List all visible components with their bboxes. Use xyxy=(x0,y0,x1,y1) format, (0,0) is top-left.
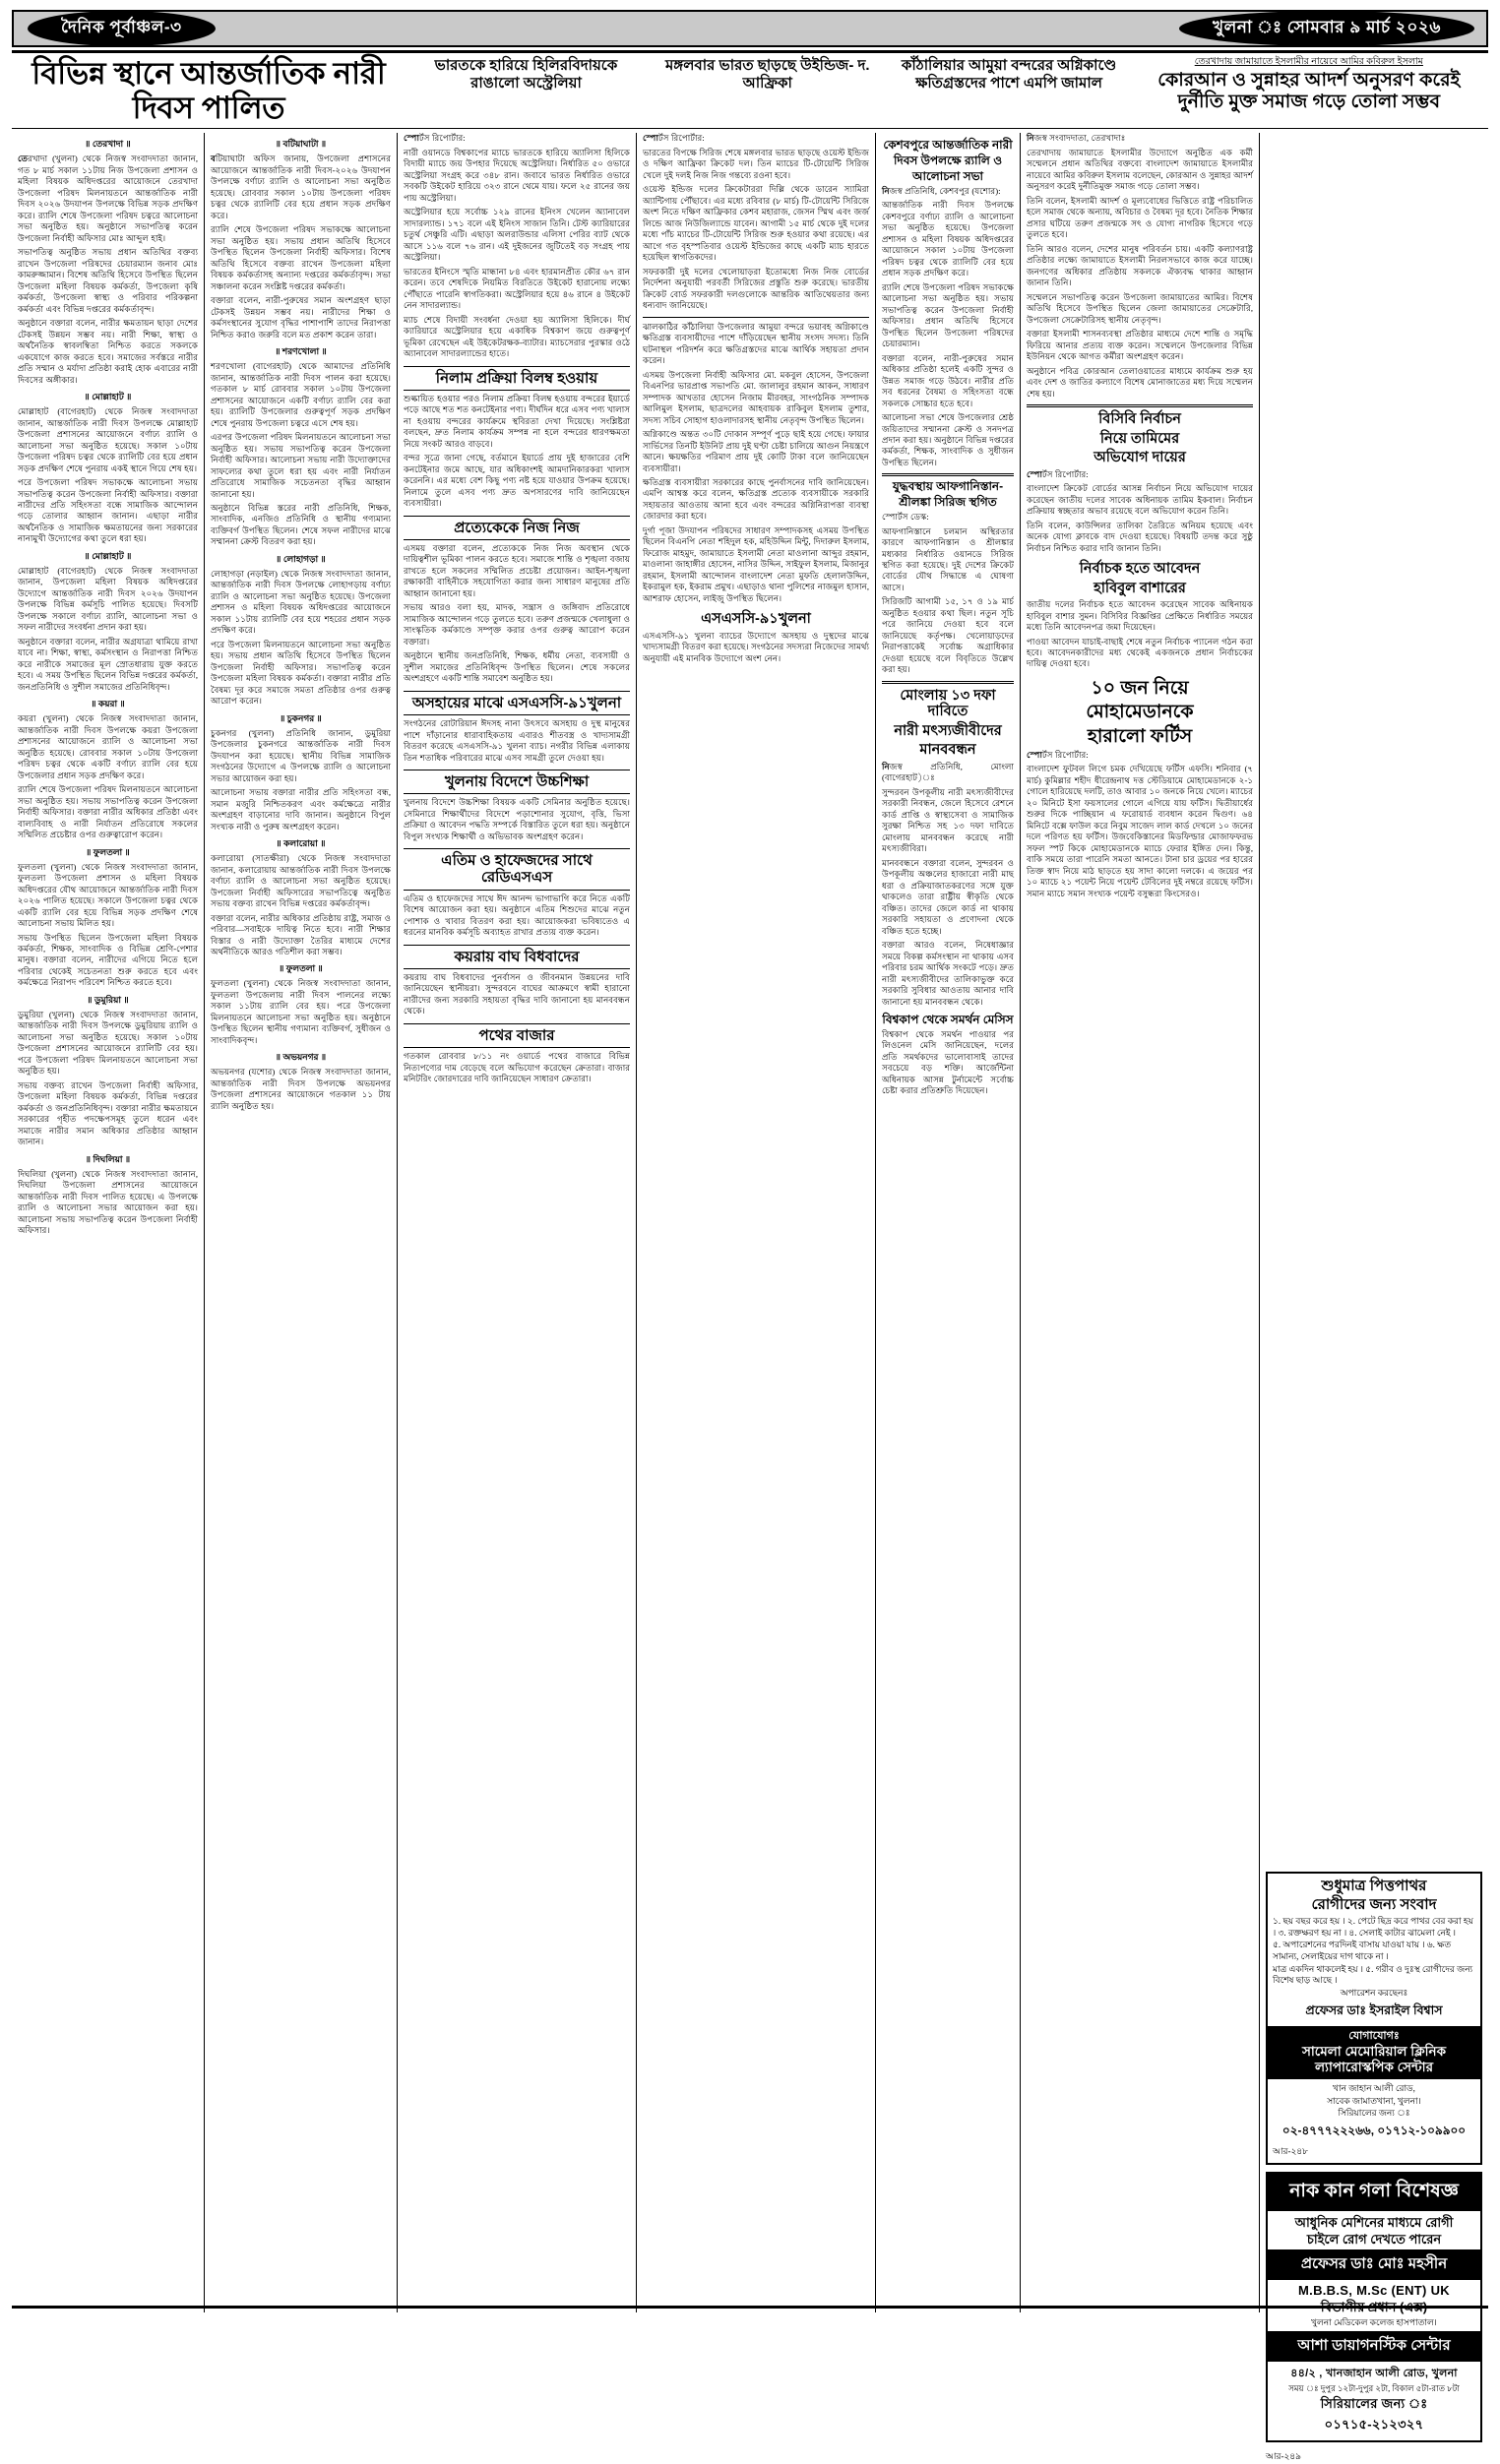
sports2-headline: মঙ্গলবার ভারত ছাড়ছে উইন্ডিজ- দ. আফ্রিকা xyxy=(664,57,870,92)
ad-operation-label: অপারেশন করছেনঃ xyxy=(1340,1988,1408,1999)
page-footer xyxy=(12,2306,1488,2309)
ad-doctor-degree: M.B.B.S, M.Sc (ENT) UK xyxy=(1298,2283,1450,2299)
article-paragraph: স্পোর্টস রিপোর্টার: xyxy=(404,133,466,144)
article-paragraph: সফরকারী দুই দলের খেলোয়াড়রা ইতোমধ্যে নিজ নিজ বোর্ডের নির্দেশনা অনুযায়ী পরবর্তী সিরিজের প্রস্তুতি শুরু করেছে। ভারতীয় ক্রিকেট বোর্ড সফরকারী দলগুলোকে আন্তরিক আতিথেয়তার জন্য ধন্যবাদ জানিয়েছে। xyxy=(643,266,869,311)
ad-visiting-hours: সময় ঃ দুপুর ১২টা-দুপুর ২টা, বিকাল ৫টা-রাত ৮টা xyxy=(1288,2383,1460,2394)
article-paragraph: ম্যাচ শেষে বিদায়ী সংবর্ধনা দেওয়া হয় অ্যালিসা হিলিকে। দীর্ঘ ক্যারিয়ারে অস্ট্রেলিয়ার হয়ে একাধিক বিশ্বকাপ জয়ে গুরুত্বপূর্ণ ভূমিকা রেখেছেন এই উইকেটরক্ষক-ব্যাটার। ম্যাচসেরার পুরস্কার ওঠে অ্যানাবেল সাদারল্যান্ডের হাতে। xyxy=(404,314,630,359)
article-paragraph: ফুলতলা (খুলনা) থেকে নিজস্ব সংবাদদাতা জানান, ফুলতলা উপজেলায় নারী দিবস পালনের লক্ষ্যে সকাল ১১টায় র‌্যালি বের হয়। পরে উপজেলা মিলনায়তনে আলোচনা সভা অনুষ্ঠিত হয়। অনুষ্ঠানে উপস্থিত ছিলেন স্থানীয় গণ্যমান্য ব্যক্তিবর্গ, সুধীজন ও সাংবাদিকবৃন্দ। xyxy=(211,978,391,1045)
ad-clinic-subname: ল্যাপারোস্কপিক সেন্টার xyxy=(1314,2059,1434,2074)
article-paragraph: এসএসসি-৯১ খুলনা ব্যাচের উদ্যোগে অসহায় ও দুস্থদের মাঝে খাদ্যসামগ্রী বিতরণ করা হয়েছে। সংগঠনের সদস্যরা নিজেদের সামর্থ্য অনুযায়ী এই মানবিক উদ্যোগে অংশ নেন। xyxy=(643,630,869,663)
headline-bcb-line1: বিসিবি নির্বাচন xyxy=(1098,411,1181,428)
article-paragraph: বক্তারা বলেন, নারী-পুরুষের সমান অধিকার প্রতিষ্ঠা হলেই একটি সুন্দর ও উন্নত সমাজ গড়ে উঠবে। নারীর প্রতি সব ধরনের বৈষম্য ও সহিংসতা বন্ধে সকলকে সোচ্চার হতে হবে। xyxy=(882,352,1014,408)
article-byline: নিজস্ব প্রতিনিধি, কেশবপুর (যশোর): xyxy=(882,185,1001,196)
ad-doctor-post-line2: খুলনা মেডিকেল কলেজ হাসপাতাল। xyxy=(1311,2316,1437,2327)
article-paragraph: অনুষ্ঠানে পবিত্র কোরআন তেলাওয়াতের মাধ্যমে কার্যক্রম শুরু হয় এবং দেশ ও জাতির কল্যাণে বিশেষ মোনাজাতের মধ্য দিয়ে সম্মেলন শেষ হয়। xyxy=(1027,365,1253,399)
article-paragraph: দুর্গা পূজা উদযাপন পরিষদের সাধারণ সম্পাদকসহ এসময় উপস্থিত ছিলেন বিএনপি নেতা শহিদুল হক, মহিউদ্দিন মিন্টু, দিদারুল ইসলাম, ফিরোজ মাহমুদ, জামায়াতে ইসলামী নেতা মাওলানা আব্দুর রহমান, মাওলানা জাহাঙ্গীর হোসেন, নাসির উদ্দিন, সাইফুল ইসলাম, মিজানুর রহমান, ইসলামী আন্দোলন বাংলাদেশ নেতা মুফতি হেলালউদ্দিন, ইকরামুল হক, ইকরাম প্রমুখ। এছাড়াও থানা পুলিশের নাজমুল হাসান, আশরাফ হোসেন, লাইজু উপস্থিত ছিলেন। xyxy=(643,524,869,603)
right-headline: কোরআন ও সুন্নাহর আদর্শ অনুসরণ করেই দুর্নীতি মুক্ত সমাজ গড়ে তোলা সম্ভব xyxy=(1157,70,1461,112)
dateline: ॥ কয়রা ॥ xyxy=(91,699,125,709)
column-3 xyxy=(398,133,637,2312)
headline-messi: বিশ্বকাপ থেকে সমর্থন মেসিস xyxy=(882,1013,1014,1027)
article-paragraph: কলারোয়া (সাতক্ষীরা) থেকে নিজস্ব সংবাদদাতা জানান, কলারোয়ায় আন্তর্জাতিক নারী দিবস উপলক্ষে বর্ণাঢ্য র‌্যালি ও আলোচনা সভা অনুষ্ঠিত হয়েছে। উপজেলা নির্বাহী অফিসারের সভাপতিত্বে অনুষ্ঠিত সভায় বক্তব্য রাখেন বিভিন্ন দপ্তরের কর্মকর্তাবৃন্দ। xyxy=(211,853,391,909)
column-4 xyxy=(637,133,876,2312)
top-headline-band xyxy=(12,57,1488,125)
ad-subtitle-line2: চাইলে রোগ দেখতে পারেন xyxy=(1306,2231,1442,2247)
ad-banner-ent: নাক কান গলা বিশেষজ্ঞ xyxy=(1268,2174,1480,2211)
column-6 xyxy=(1021,133,1260,2312)
dateline: ॥ কলারোয়া ॥ xyxy=(276,838,326,849)
article-paragraph: কয়রায় বাঘ বিধবাদের পুনর্বাসন ও জীবনমান উন্নয়নের দাবি জানিয়েছেন স্থানীয়রা। সুন্দরবনে বাঘের আক্রমণে স্বামী হারানো নারীদের জন্য সরকারি সহায়তা বৃদ্ধির দাবি জানানো হয় মানববন্ধন থেকে। xyxy=(404,971,630,1016)
ad-center-address: ৪৪/২ , খানজাহান আলী রোড, খুলনা xyxy=(1290,2368,1458,2380)
dateline: ॥ মোল্লাহাট ॥ xyxy=(84,550,132,561)
headline-fortis-line3: হারালো ফর্টিস xyxy=(1087,725,1193,747)
article-paragraph: অনুষ্ঠানে বক্তারা বলেন, নারীর ক্ষমতায়ন ছাড়া দেশের টেকসই উন্নয়ন সম্ভব নয়। নারী শিক্ষা, স্বাস্থ্য ও অর্থনৈতিক স্বাবলম্বিতা নিশ্চিত করতে সকলকে একযোগে কাজ করতে হবে। সমাজের সর্বস্তরে নারীর প্রতি সম্মান ও মর্যাদা প্রতিষ্ঠা করাই হোক এবারের নারী দিবসের অঙ্গীকার। xyxy=(18,318,198,385)
article-paragraph: এতিম ও হাফেজদের সাথে ঈদ আনন্দ ভাগাভাগি করে নিতে একটি বিশেষ আয়োজন করা হয়। অনুষ্ঠানে এতিম শিশুদের মাঝে নতুন পোশাক ও খাবার বিতরণ করা হয়। আয়োজকরা ভবিষ্যতেও এ ধরনের মানবিক কর্মসূচি অব্যাহত রাখার প্রত্যয় ব্যক্ত করেন। xyxy=(404,893,630,938)
article-paragraph: খুলনায় বিদেশে উচ্চশিক্ষা বিষয়ক একটি সেমিনার অনুষ্ঠিত হয়েছে। সেমিনারে শিক্ষার্থীদের বিদেশে পড়াশোনার সুযোগ, বৃত্তি, ভিসা প্রক্রিয়া ও আবেদন পদ্ধতি সম্পর্কে বিস্তারিত তুলে ধরা হয়। অনুষ্ঠানে বিপুল সংখ্যক শিক্ষার্থী ও অভিভাবক অংশগ্রহণ করেন। xyxy=(404,797,630,841)
article-paragraph: ভারতের ইনিংসে স্মৃতি মান্ধানা ৮৪ এবং হারমানপ্রীত কৌর ৬৭ রান করেন। তবে শেষদিকে নিয়মিত বিরতিতে উইকেট হারানোয় লক্ষ্যে পৌঁছাতে পারেনি স্বাগতিকরা। অস্ট্রেলিয়ার হয়ে ৪৬ রানে ৪ উইকেট নেন সাদারল্যান্ড। xyxy=(404,266,630,311)
column-2 xyxy=(205,133,398,2312)
article-paragraph: মোল্লাহাট (বাগেরহাট) থেকে নিজস্ব সংবাদদাতা জানান, আন্তর্জাতিক নারী দিবস উপলক্ষে মোল্লাহাট উপজেলা প্রশাসনের আয়োজনে বর্ণাঢ্য র‌্যালি ও আলোচনা সভা অনুষ্ঠিত হয়েছে। সকাল ১০টায় উপজেলা পরিষদ চত্বর থেকে র‌্যালিটি বের হয়ে প্রধান সড়ক প্রদক্ষিণ শেষে পুনরায় একই স্থানে গিয়ে শেষ হয়। xyxy=(18,406,198,473)
article-byline: নিজস্ব প্রতিনিধি, মোংলা (বাগেরহাট)ঃ xyxy=(882,761,1014,783)
article-paragraph: আলোচনা সভা শেষে উপজেলার শ্রেষ্ঠ জয়িতাদের সম্মাননা ক্রেস্ট ও সনদপত্র প্রদান করা হয়। অনুষ্ঠানে বিভিন্ন দপ্তরের কর্মকর্তা, শিক্ষক, সাংবাদিক ও সুধীজন উপস্থিত ছিলেন। xyxy=(882,412,1014,467)
article-paragraph: জাতীয় দলের নির্বাচক হতে আবেদন করেছেন সাবেক অধিনায়ক হাবিবুল বাশার সুমন। বিসিবির বিজ্ঞপ্তির প্রেক্ষিতে নির্ধারিত সময়ের মধ্যে তিনি আবেদনপত্র জমা দিয়েছেন। xyxy=(1027,599,1253,633)
headline-bcb-line2: নিয়ে তামিমের xyxy=(1099,430,1180,447)
dateline: ॥ দিঘলিয়া ॥ xyxy=(85,1153,131,1164)
section-divider xyxy=(882,681,1014,684)
article-paragraph: সভায় বক্তব্য রাখেন উপজেলা নির্বাহী অফিসার, উপজেলা মহিলা বিষয়ক কর্মকর্তা, বিভিন্ন দপ্তরের কর্মকর্তা ও জনপ্রতিনিধিবৃন্দ। বক্তারা নারীর ক্ষমতায়নে সরকারের গৃহীত পদক্ষেপসমূহ তুলে ধরেন এবং সমাজে নারীর সমান অধিকার প্রতিষ্ঠার আহ্বান জানান। xyxy=(18,1079,198,1147)
article-paragraph: তিনি বলেন, কাউন্সিলর তালিকা তৈরিতে অনিয়ম হয়েছে এবং অনেক যোগ্য ক্লাবকে বাদ দেওয়া হয়েছে। বিষয়টি তদন্ত করে সুষ্ঠু নির্বাচন নিশ্চিত করার দাবি জানান তিনি। xyxy=(1027,520,1253,553)
column-7-ads xyxy=(1260,133,1488,2461)
ad-body-line: ৫. অপারেশনের পরদিনই বাসায় যাওয়া যায় । ৬. ক্ষত সামান্য, সেলাইয়ের দাগ থাকে না । xyxy=(1273,1940,1452,1961)
article-paragraph: লোহাগড়া (নড়াইল) থেকে নিজস্ব সংবাদদাতা জানান, আন্তর্জাতিক নারী দিবস উপলক্ষে লোহাগড়ায় বর্ণাঢ্য র‌্যালি ও আলোচনা সভা অনুষ্ঠিত হয়েছে। উপজেলা প্রশাসন ও মহিলা বিষয়ক অধিদপ্তরের আয়োজনে সকাল ১১টায় র‌্যালিটি বের হয়ে শহরের প্রধান সড়ক প্রদক্ষিণ করে। xyxy=(211,568,391,636)
article-paragraph: সভায় আরও বলা হয়, মাদক, সন্ত্রাস ও জঙ্গিবাদ প্রতিরোধে সামাজিক আন্দোলন গড়ে তুলতে হবে। তরুণ প্রজন্মকে খেলাধুলা ও সাংস্কৃতিক কর্মকাণ্ডে সম্পৃক্ত করার ওপর গুরুত্ব আরোপ করেন বক্তারা। xyxy=(404,602,630,647)
dateline: ॥ ডুমুরিয়া ॥ xyxy=(87,994,129,1005)
masthead xyxy=(12,10,1488,47)
article-paragraph: বক্তারা বলেন, নারীর অধিকার প্রতিষ্ঠায় রাষ্ট্র, সমাজ ও পরিবার—সবাইকে দায়িত্ব নিতে হবে। নারী শিক্ষার বিস্তার ও নারী উদ্যোক্তা তৈরির মাধ্যমে দেশের অর্থনীতিকে আরও গতিশীল করা সম্ভব। xyxy=(211,912,391,956)
section-headline-relief: অসহায়ের মাঝে এসএসসি-৯১খুলনা xyxy=(404,691,630,715)
article-paragraph: অস্ট্রেলিয়ার হয়ে সর্বোচ্চ ১২৯ রানের ইনিংস খেলেন অ্যানাবেল সাদারল্যান্ড। ১৭১ বলে এই ইনিংস সাজান তিনি। টেস্ট ক্যারিয়ারের চতুর্থ সেঞ্চুরি এটি। এছাড়া অলরাউন্ডার এলিসা পেরির ব্যাট থেকে আসে ১১৬ বলে ৭৬ রান। এই দুইজনের জুটিতেই বড় সংগ্রহ পায় অস্ট্রেলিয়া। xyxy=(404,207,630,263)
article-paragraph: তিনি বলেন, ইসলামী আদর্শ ও মূল্যবোধের ভিত্তিতে রাষ্ট্র পরিচালিত হলে সমাজ থেকে অন্যায়, অবিচার ও বৈষম্য দূর হবে। নৈতিক শিক্ষার প্রসার ঘটিয়ে তরুণ প্রজন্মকে সৎ ও যোগ্য নাগরিক হিসেবে গড়ে তুলতে হবে। xyxy=(1027,195,1253,240)
article-paragraph: তেরখাদায় জামায়াতে ইসলামীর উদ্যোগে অনুষ্ঠিত এক কর্মী সম্মেলনে প্রধান অতিথির বক্তব্যে বাংলাদেশ জামায়াতে ইসলামীর নায়েবে আমির কবিরুল ইসলাম বলেছেন, কোরআন ও সুন্নাহর আদর্শ অনুসরণ করেই দুর্নীতিমুক্ত সমাজ গড়ে তোলা সম্ভব। xyxy=(1027,147,1253,192)
section-divider xyxy=(882,473,1014,476)
section-divider xyxy=(1027,404,1253,407)
headline-fortis-line1: ১০ জন নিয়ে xyxy=(1091,677,1189,699)
dateline: ॥ বটিয়াঘাটা ॥ xyxy=(275,139,327,150)
article-paragraph: পাওয়া আবেদন যাচাই-বাছাই শেষে নতুন নির্বাচক প্যানেল গঠন করা হবে। আবেদনকারীদের মধ্য থেকেই একজনকে প্রধান নির্বাচকের দায়িত্ব দেওয়া হবে। xyxy=(1027,636,1253,669)
article-paragraph: কয়রা (খুলনা) থেকে নিজস্ব সংবাদদাতা জানান, আন্তর্জাতিক নারী দিবস উপলক্ষে কয়রা উপজেলা প্রশাসনের আয়োজনে র‌্যালি ও আলোচনা সভা অনুষ্ঠিত হয়েছে। রোববার সকাল ১০টায় উপজেলা পরিষদ চত্বর থেকে একটি বর্ণাঢ্য র‌্যালি বের হয়ে উপজেলার প্রধান সড়ক প্রদক্ষিণ করে। xyxy=(18,713,198,780)
article-paragraph: এসময় উপজেলা নির্বাহী অফিসার মো. মকবুল হোসেন, উপজেলা বিএনপির ভারপ্রাপ্ত সভাপতি মো. জালালুর রহমান আকন, সাধারণ সম্পাদক আখতার হোসেন নিজাম মীরবহর, সাংগঠনিক সম্পাদক আলিমুল ইসলাম, ছাত্রদলের আহবায়ক রাকিবুল ইসলাম তুশার, সদস্য সচিব সোহাগ হাওলাদারসহ স্থানীয় নেতৃবৃন্দ উপস্থিত ছিলেন। xyxy=(643,369,869,425)
article-paragraph: বন্দর সূত্রে জানা গেছে, বর্তমানে ইয়ার্ডে প্রায় দুই হাজারের বেশি কনটেইনার জমে আছে, যার অধিকাংশই আমদানিকারকরা খালাস করেননি। এর মধ্যে বেশ কিছু পণ্য নষ্ট হয়ে যাওয়ার উপক্রম হয়েছে। নিলামে তুলে এসব পণ্য দ্রুত অপসারণের দাবি জানিয়েছেন ব্যবসায়ীরা। xyxy=(404,453,630,509)
article-paragraph: আলোচনা সভায় বক্তারা নারীর প্রতি সহিংসতা বন্ধ, সমান মজুরি নিশ্চিতকরণ এবং কর্মক্ষেত্রে নারীর অংশগ্রহণ বাড়ানোর দাবি জানান। অনুষ্ঠানে বিপুল সংখ্যক নারী ও পুরুষ অংশগ্রহণ করেন। xyxy=(211,787,391,832)
headline-bcb-line3: অভিযোগ দায়ের xyxy=(1094,450,1186,466)
article-paragraph: তিনি আরও বলেন, দেশের মানুষ পরিবর্তন চায়। একটি কল্যাণরাষ্ট্র প্রতিষ্ঠার লক্ষ্যে জামায়াতে ইসলামী নিরলসভাবে কাজ করে যাচ্ছে। জনগণের অধিকার প্রতিষ্ঠায় সকলকে ঐক্যবদ্ধ থাকার আহ্বান জানান তিনি। xyxy=(1027,243,1253,288)
article-paragraph: অনুষ্ঠানে স্থানীয় জনপ্রতিনিধি, শিক্ষক, ধর্মীয় নেতা, ব্যবসায়ী ও সুশীল সমাজের প্রতিনিধিবৃন্দ উপস্থিত ছিলেন। শেষে সকলের অংশগ্রহণে একটি শান্তি সমাবেশ অনুষ্ঠিত হয়। xyxy=(404,650,630,684)
ad-serial-phone[interactable]: সিরিয়ালের জন্য ঃ ০১৭১৫-২১২৩২৭ xyxy=(1320,2395,1428,2432)
article-paragraph: মানববন্ধনে বক্তারা বলেন, সুন্দরবন ও উপকূলীয় অঞ্চলের হাজারো নারী মাছ ধরা ও প্রক্রিয়াজাতকরণের সঙ্গে যুক্ত থাকলেও তারা রাষ্ট্রীয় স্বীকৃতি থেকে বঞ্চিত। তাদের জেলে কার্ড না থাকায় সরকারি সহায়তা ও প্রণোদনা থেকে বঞ্চিত হতে হচ্ছে। xyxy=(882,857,1014,936)
masthead-publication-badge: দৈনিক পূর্বাঞ্চল-৩ xyxy=(28,11,216,46)
column-5 xyxy=(876,133,1021,2312)
article-paragraph: র‌্যালি শেষে উপজেলা পরিষদ মিলনায়তনে আলোচনা সভা অনুষ্ঠিত হয়। সভায় সভাপতিত্ব করেন উপজেলা নির্বাহী অফিসার। বক্তারা নারীর অধিকার প্রতিষ্ঠা এবং বাল্যবিবাহ ও নারী নির্যাতন প্রতিরোধে সকলের সম্মিলিত প্রচেষ্টার ওপর গুরুত্বারোপ করেন। xyxy=(18,784,198,840)
article-paragraph: বটিয়াঘাটা অফিস জানায়, উপজেলা প্রশাসনের আয়োজনে আন্তর্জাতিক নারী দিবস-২০২৬ উদযাপন উপলক্ষে বর্ণাঢ্য র‌্যালি ও আলোচনা সভা অনুষ্ঠিত হয়েছে। রোববার সকাল ১০টায় উপজেলা পরিষদ চত্বর থেকে র‌্যালিটি বের হয়ে প্রধান সড়ক প্রদক্ষিণ করে। xyxy=(211,154,391,220)
ad-title-line1: শুধুমাত্র পিত্তপাথর xyxy=(1321,1878,1427,1895)
headline-keshabpur-line3: আলোচনা সভা xyxy=(911,169,984,184)
article-paragraph: সম্মেলনে সভাপতিত্ব করেন উপজেলা জামায়াতের আমির। বিশেষ অতিথি হিসেবে উপস্থিত ছিলেন জেলা জামায়াতের সেক্রেটারি, উপজেলা সেক্রেটারিসহ স্থানীয় নেতৃবৃন্দ। xyxy=(1027,291,1253,325)
ad-doctor-post-line1: বিভাগীয় প্রধান (এক্স) xyxy=(1320,2300,1428,2315)
ad-center-name: আশা ডায়াগনস্টিক সেন্টার xyxy=(1268,2331,1480,2362)
headline-keshabpur-line2: দিবস উপলক্ষে র‌্যালি ও xyxy=(893,154,1003,168)
dateline: ॥ শরণখোলা ॥ xyxy=(275,346,327,357)
article-paragraph: ডুমুরিয়া (খুলনা) থেকে নিজস্ব সংবাদদাতা জানান, আন্তর্জাতিক নারী দিবস উপলক্ষে ডুমুরিয়ায় র‌্যালি ও আলোচনা সভা অনুষ্ঠিত হয়েছে। সকাল ১০টায় উপজেলা প্রশাসনের আয়োজনে র‌্যালিটি বের হয়। পরে উপজেলা পরিষদ মিলনায়তনে আলোচনা সভা অনুষ্ঠিত হয়। xyxy=(18,1009,198,1077)
right-headline-kicker: তেরখাদায় জামায়াতে ইসলামীর নায়েবে আমির কবিরুল ইসলাম xyxy=(1194,57,1423,67)
article-paragraph: সংগঠনের রোটারিয়ান ঈদসহ নানা উৎসবে অসহায় ও দুস্থ মানুষের পাশে দাঁড়ানোর ধারাবাহিকতায় এবারও শীতবস্ত্র ও খাদ্যসামগ্রী বিতরণ করেছে এসএসসি-৯১ খুলনা ব্যাচ। নগরীর বিভিন্ন এলাকায় তিন শতাধিক পরিবারের মাঝে এসব সামগ্রী তুলে দেওয়া হয়। xyxy=(404,718,630,763)
article-paragraph: বিশ্বকাপ থেকে সমর্থন পাওয়ার পর লিওনেল মেসি জানিয়েছেন, দলের প্রতি সমর্থকদের ভালোবাসাই তাদের সবচেয়ে বড় শক্তি। আর্জেন্টিনা অধিনায়ক আসন্ন টুর্নামেন্টে সর্বোচ্চ চেষ্টা করার প্রতিশ্রুতি দিয়েছেন। xyxy=(882,1028,1014,1096)
article-paragraph: সভায় উপস্থিত ছিলেন উপজেলা মহিলা বিষয়ক কর্মকর্তা, শিক্ষক, সাংবাদিক ও বিভিন্ন শ্রেণি-পেশার মানুষ। বক্তারা বলেন, নারীদের এগিয়ে নিতে হলে পরিবার থেকেই সচেতনতা শুরু করতে হবে এবং কর্মক্ষেত্রে নিরাপদ পরিবেশ নিশ্চিত করতে হবে। xyxy=(18,932,198,988)
article-paragraph: সভাপতিত্ব অনুষ্ঠিত সভায় প্রধান অতিথির বক্তব্য রাখেন উপজেলা পরিষদের চেয়ারম্যান জনাব মোঃ কামরুজ্জামান। বিশেষ অতিথি হিসেবে উপস্থিত ছিলেন উপজেলা মহিলা বিষয়ক কর্মকর্তা, উপজেলা কৃষি কর্মকর্তা, উপজেলা স্বাস্থ্য ও পরিবার পরিকল্পনা কর্মকর্তা এবং বিভিন্ন দপ্তরের কর্মকর্তাবৃন্দ। xyxy=(18,247,198,314)
band-rule xyxy=(12,128,1488,129)
right-headline-cell xyxy=(1130,57,1488,112)
article-paragraph: বক্তারা বলেন, নারী-পুরুষের সমান অংশগ্রহণ ছাড়া টেকসই উন্নয়ন সম্ভব নয়। নারীদের শিক্ষা ও কর্মসংস্থানের সুযোগ বৃদ্ধির পাশাপাশি তাদের নিরাপত্তা নিশ্চিত করাও জরুরি বলে মত প্রকাশ করেন তারা। xyxy=(211,295,391,339)
ad-body-line: ১. ছয় বছর করে হয় । ২. পেটে ছিদ্র করে পাথর বের করা হয় । ৩. রক্তক্ষরণ হয় না । ৪. সেলাই কাটার ঝামেলা নেই । xyxy=(1273,1915,1473,1938)
article-paragraph: র‌্যালি শেষে উপজেলা পরিষদ সভাকক্ষে আলোচনা সভা অনুষ্ঠিত হয়। সভায় প্রধান অতিথি হিসেবে উপস্থিত ছিলেন উপজেলা নির্বাহী অফিসার। বিশেষ অতিথি হিসেবে বক্তব্য রাখেন উপজেলা মহিলা বিষয়ক কর্মকর্তাসহ অন্যান্য দপ্তরের কর্মকর্তাবৃন্দ। সভা সঞ্চালনা করেন সংশ্লিষ্ট দপ্তরের কর্মকর্তা। xyxy=(211,224,391,291)
section-headline-street-market: পথের বাজার xyxy=(404,1023,630,1048)
article-paragraph: চুকনগর (খুলনা) প্রতিনিধি জানান, ডুমুরিয়া উপজেলার চুকনগরে আন্তর্জাতিক নারী দিবস উদযাপন করা হয়েছে। স্থানীয় বিভিন্ন সামাজিক সংগঠনের উদ্যোগে এ উপলক্ষে র‌্যালি ও আলোচনা সভার আয়োজন করা হয়। xyxy=(211,727,391,783)
article-paragraph: অগ্নিকাণ্ডে অন্তত ৩০টি দোকান সম্পূর্ণ পুড়ে ছাই হয়ে গেছে। ফায়ার সার্ভিসের তিনটি ইউনিট প্রায় দুই ঘণ্টা চেষ্টা চালিয়ে আগুন নিয়ন্ত্রণে আনে। ক্ষয়ক্ষতির পরিমাণ প্রায় দুই কোটি টাকা বলে জানিয়েছেন ব্যবসায়ীরা। xyxy=(643,429,869,473)
article-paragraph: তেরখাদা (খুলনা) থেকে নিজস্ব সংবাদদাতা জানান, গত ৮ মার্চ সকাল ১১টায় নিজ উপজেলা প্রশাসন ও মহিলা বিষয়ক অধিদপ্তরের আয়োজনে তেরখাদা উপজেলা পরিষদ মিলনায়তনে আন্তর্জাতিক নারী দিবস ২০২৬ উদযাপন উপলক্ষে বিভিন্ন সড়ক প্রদক্ষিণ করে। র‌্যালি শেষে উপজেলা পরিষদ চত্বরে আলোচনা সভা অনুষ্ঠিত হয়। অনুষ্ঠানে সভাপতিত্ব করেন উপজেলা নির্বাহী অফিসার মোঃ আব্দুল হাই। xyxy=(18,154,198,243)
ad-address-line: খান জাহান আলী রোড, xyxy=(1333,2082,1415,2093)
ad-clinic-name: সামেলা মেমোরিয়াল ক্লিনিক xyxy=(1301,2043,1447,2059)
article-paragraph: অনুষ্ঠানে বিভিন্ন স্তরের নারী প্রতিনিধি, শিক্ষক, সাংবাদিক, এনজিও প্রতিনিধি ও স্থানীয় গণ্যমান্য ব্যক্তিবর্গ উপস্থিত ছিলেন। শেষে সফল নারীদের মাঝে সম্মাননা ক্রেস্ট বিতরণ করা হয়। xyxy=(211,503,391,547)
section-divider xyxy=(643,317,869,318)
headline-mongla-line1: মোংলায় ১৩ দফা দাবিতে xyxy=(900,687,996,720)
article-paragraph: নারী ওয়ানডে বিশ্বকাপের ম্যাচে ভারতকে হারিয়ে অ্যালিসা হিলিকে বিদায়ী ম্যাচে জয় উপহার দিয়েছে অস্ট্রেলিয়া। নির্ধারিত ৫০ ওভারে অস্ট্রেলিয়া সংগ্রহ করে ৩৪৮ রান। জবাবে ভারত নির্ধারিত ওভারে সবকটি উইকেট হারিয়ে ৩২৩ রানে থেমে যায়। ফলে ২৫ রানের জয় পায় অস্ট্রেলিয়া। xyxy=(404,147,630,203)
headline-selector-line2: হাবিবুল বাশারের xyxy=(1094,580,1186,596)
ad-doctor-name-band: প্রফেসর ডাঃ মোঃ মহসীন xyxy=(1268,2249,1480,2280)
fire-headline-cell xyxy=(888,57,1129,92)
ad-column-spacer xyxy=(1266,133,1482,1865)
headline-afg-sl-line2: শ্রীলঙ্কা সিরিজ স্থগিত xyxy=(899,495,997,510)
article-byline: স্পোর্টস ডেস্ক: xyxy=(882,512,929,523)
article-paragraph: পরে উপজেলা মিলনায়তনে আলোচনা সভা অনুষ্ঠিত হয়। সভায় প্রধান অতিথি হিসেবে উপস্থিত ছিলেন উপজেলা নির্বাহী অফিসার। সভাপতিত্ব করেন উপজেলা মহিলা বিষয়ক কর্মকর্তা। বক্তারা নারীর প্রতি বৈষম্য দূর করে সমাজে সমতা প্রতিষ্ঠার ওপর গুরুত্ব আরোপ করেন। xyxy=(211,639,391,707)
article-byline: স্পোর্টস রিপোর্টার: xyxy=(1027,749,1089,760)
column-1 xyxy=(12,133,205,2312)
dateline: ॥ তেরখাদা ॥ xyxy=(85,139,131,150)
article-paragraph: শুল্কায়িত হওয়ার পরও নিলাম প্রক্রিয়া বিলম্ব হওয়ায় বন্দরের ইয়ার্ডে পড়ে আছে শত শত কনটেইনার পণ্য। দীর্ঘদিন ধরে এসব পণ্য খালাস না হওয়ায় বন্দরের কার্যক্রমে স্থবিরতা দেখা দিয়েছে। সংশ্লিষ্টরা বলছেন, দ্রুত নিলাম কার্যক্রম সম্পন্ন না হলে বন্দরের ধারণক্ষমতা নিয়ে সংকট আরও বাড়বে। xyxy=(404,393,630,449)
headline-afg-sl-line1: যুদ্ধবস্থায় আফগানিস্তান- xyxy=(892,479,1004,494)
fire-headline: কাঁঠালিয়ার আমুয়া বন্দরের অগ্নিকাণ্ডে ক্ষতিগ্রস্তদের পাশে এমপি জামাল xyxy=(901,57,1117,92)
lead-headline: বিভিন্ন স্থানে আন্তর্জাতিক নারী দিবস পালিত xyxy=(31,56,386,125)
footer-rule xyxy=(12,2306,1488,2309)
article-byline: স্পোর্টস রিপোর্টার: xyxy=(1027,468,1089,479)
ad-contact-label: যোগাযোগঃ xyxy=(1348,2029,1400,2042)
ad-doctor-name: প্রফেসর ডাঃ ইসরাইল বিশ্বাস xyxy=(1305,2002,1443,2017)
article-paragraph: এসময় বক্তারা বলেন, প্রত্যেককে নিজ নিজ অবস্থান থেকে দায়িত্বশীল ভূমিকা পালন করতে হবে। সমাজে শান্তি ও শৃঙ্খলা বজায় রাখতে হলে সকলের সম্মিলিত প্রচেষ্টা প্রয়োজন। আইন-শৃঙ্খলা রক্ষাকারী বাহিনীকে সহযোগিতা করার জন্য সাধারণ মানুষের প্রতি আহ্বান জানানো হয়। xyxy=(404,542,630,598)
section-headline-higher-education: খুলনায় বিদেশে উচ্চশিক্ষা xyxy=(404,770,630,794)
article-paragraph: দিঘলিয়া (খুলনা) থেকে নিজস্ব সংবাদদাতা জানান, দিঘলিয়া উপজেলা প্রশাসনের আয়োজনে আন্তর্জাতিক নারী দিবস পালিত হয়েছে। এ উপলক্ষে র‌্যালি ও আলোচনা সভার আয়োজন করা হয়। আলোচনা সভায় সভাপতিত্ব করেন উপজেলা নির্বাহী অফিসার। xyxy=(18,1168,198,1236)
section-headline-orphans: এতিম ও হাফেজদের সাথে রেডিএসএস xyxy=(404,848,630,891)
article-paragraph: মোল্লাহাট (বাগেরহাট) থেকে নিজস্ব সংবাদদাতা জানান, উপজেলা মহিলা বিষয়ক অধিদপ্তরের উদ্যোগে আন্তর্জাতিক নারী দিবস ২০২৬ উদযাপন উপলক্ষে বিভিন্ন কর্মসূচি পালিত হয়েছে। দিবসটি উপলক্ষে সকালে বর্ণাঢ্য র‌্যালি, আলোচনা সভা ও সফল নারীদের সংবর্ধনা প্রদান করা হয়। xyxy=(18,565,198,633)
ad-serial-label: সিরিয়ালের জন্য ঃ xyxy=(1338,2108,1410,2119)
section-headline-ssc91: এসএসসি-৯১খুলনা xyxy=(701,611,811,628)
dateline: ॥ ফুলতলা ॥ xyxy=(279,963,323,974)
article-paragraph: বাংলাদেশ ফুটবল লিগে চমক দেখিয়েছে ফর্টিস এফসি। শনিবার (৭ মার্চ) কুমিল্লার শহীদ ধীরেন্দ্রনাথ দত্ত স্টেডিয়ামে মোহামেডানকে ২-১ গোলে হারিয়েছে দলটি, তাও আবার ১০ জনকে নিয়ে খেলে। ম্যাচের ২০ মিনিটে ইসা ফয়সালের গোলে এগিয়ে যায় ফর্টিস। দ্বিতীয়ার্ধের শুরুর দিকে পাচ্ছিয়ান এ ফরোয়ার্ড ব্যবধান করেন দ্বিগুণ। ৬৪ মিনিটে বক্সে ফাউল করে নিবুম সাজেদ লাল কার্ড দেখলে ১০ জনের দলে পরিণত হয় ফর্টিস। উজবেকিস্তানের মিডফিল্ডার মোজাফফরভ সফল স্পট কিকে মোহামেডানকে ম্যাচে ফেরার ইঙ্গিত দেন। কিন্তু, বাকি সময়ে তারা পারেনি সমতা আনতে। টানা চার ড্রয়ের পর হারের তিক্ত স্বাদ নিয়ে মাঠ ছাড়তে হয় সাদা কালো দলকে। এ জয়ের পর ১০ ম্যাচে ২১ পয়েন্ট নিয়ে পয়েন্ট টেবিলের দুই নম্বরে রয়েছে ফর্টিস। সমান ম্যাচে সমান সংখ্যক পয়েন্ট বসুন্ধরা কিংসেরও। xyxy=(1027,764,1253,898)
ad-body-line: মাত্র একদিন থাকলেই হয় । ৫. গরীব ও দুঃস্থ রোগীদের জন্য বিশেষ ছাড় আছে । xyxy=(1273,1963,1473,1986)
article-paragraph: ওয়েস্ট ইন্ডিজ দলের ক্রিকেটাররা দিল্লি থেকে ডারেন স্যামিরা অ্যান্টিগায় পৌঁছাবে। এর মধ্যে রবিবার (৮ মার্চ) টি-টোয়েন্টি সিরিজে অংশ নিতে দক্ষিণ আফ্রিকার কেশব মহারাজ, জেসন স্মিথ এবং জর্জ লিন্ডে আজ নিউজিল্যান্ডে যাবেন। আগামী ১৫ মার্চ থেকে দুই দলের মধ্যে পাঁচ ম্যাচের টি-টোয়েন্টি সিরিজ শুরু হওয়ার কথা রয়েছে। এর আগে গত বৃহস্পতিবার ওয়েস্ট ইন্ডিজের কাছে একটি ম্যাচ হারতে হয়েছিল স্বাগতিকদের। xyxy=(643,184,869,263)
dateline: ॥ চুকনগর ॥ xyxy=(280,712,322,723)
article-paragraph: ঝালকাঠির কাঁঠালিয়া উপজেলার আমুয়া বন্দরে ভয়াবহ অগ্নিকাণ্ডে ক্ষতিগ্রস্ত ব্যবসায়ীদের পাশে দাঁড়িয়েছেন স্থানীয় সংসদ সদস্য। তিনি ঘটনাস্থল পরিদর্শন করে ক্ষতিগ্রস্তদের মাঝে আর্থিক সহায়তা প্রদান করেন। xyxy=(643,321,869,366)
headline-keshabpur-line1: কেশবপুরে আন্তর্জাতিক নারী xyxy=(883,138,1013,153)
article-paragraph: অভয়নগর (যশোর) থেকে নিজস্ব সংবাদদাতা জানান, আন্তর্জাতিক নারী দিবস উপলক্ষে অভয়নগর উপজেলা প্রশাসনের আয়োজনে গতকাল ১১ টায় র‌্যালি অনুষ্ঠিত হয়। xyxy=(211,1067,391,1111)
article-paragraph: আফগানিস্তানে চলমান অস্থিরতার কারণে আফগানিস্তান ও শ্রীলঙ্কার মধ্যকার নির্ধারিত ওয়ানডে সিরিজ স্থগিত করা হয়েছে। দুই দেশের ক্রিকেট বোর্ডের যৌথ সিদ্ধান্তে এ ঘোষণা আসে। xyxy=(882,525,1014,592)
dateline: ॥ অভয়নগর ॥ xyxy=(275,1052,327,1063)
section-headline-tiger-widows: কয়রায় বাঘ বিধবাদের xyxy=(404,945,630,969)
dateline: ॥ ফুলতলা ॥ xyxy=(86,846,130,857)
sports2-headline-cell xyxy=(647,57,888,92)
ad-subtitle-line1: আধুনিক মেশিনের মাধ্যমে রোগী xyxy=(1294,2214,1454,2230)
article-paragraph: সিরিজটি আগামী ১৫, ১৭ ও ১৯ মার্চ অনুষ্ঠিত হওয়ার কথা ছিল। নতুন সূচি পরে জানিয়ে দেওয়া হবে বলে জানিয়েছে কর্তৃপক্ষ। খেলোয়াড়দের নিরাপত্তাকেই সর্বোচ্চ অগ্রাধিকার দেওয়া হয়েছে বলে বিবৃতিতে উল্লেখ করা হয়। xyxy=(882,596,1014,675)
masthead-rule xyxy=(12,50,1488,53)
article-paragraph: পরে উপজেলা পরিষদ সভাকক্ষে আলোচনা সভায় সভাপতিত্ব করেন উপজেলা নির্বাহী অফিসার। বক্তারা নারীদের প্রতি সহিংসতা বন্ধে সামাজিক আন্দোলন গড়ে তোলার আহ্বান জানান। এছাড়া নারীর অর্থনৈতিক ও সামাজিক ক্ষমতায়নের জন্য সরকারের নানামুখী উদ্যোগের কথা তুলে ধরা হয়। xyxy=(18,477,198,544)
advertisement-gallstone-clinic[interactable] xyxy=(1266,1872,1482,2165)
article-paragraph: বক্তারা আরও বলেন, নিষেধাজ্ঞার সময়ে বিকল্প কর্মসংস্থান না থাকায় এসব পরিবার চরম আর্থিক সংকটে পড়ে। দ্রুত নারী মৎস্যজীবীদের তালিকাভুক্ত করে সরকারি সুবিধার আওতায় আনার দাবি জানানো হয় মানববন্ধন থেকে। xyxy=(882,940,1014,1007)
ad-phone-number[interactable]: ০২-৪৭৭৭২২২৬৬, ০১৭১২-১০৯৯০০ xyxy=(1281,2123,1467,2137)
lead-headline-cell xyxy=(12,57,406,125)
headline-selector-line1: নির্বাচক হতে আবেদন xyxy=(1079,561,1201,578)
article-paragraph: বাংলাদেশ ক্রিকেট বোর্ডের আসন্ন নির্বাচন নিয়ে অভিযোগ দায়ের করেছেন জাতীয় দলের সাবেক অধিনায়ক তামিম ইকবাল। নির্বাচন প্রক্রিয়ায় স্বচ্ছতার অভাব রয়েছে বলে অভিযোগ করেন তিনি। xyxy=(1027,483,1253,517)
sports1-headline: ভারতকে হারিয়ে হিলিরবিদায়কে রাঙালো অস্ট্রেলিয়া xyxy=(434,57,618,92)
masthead-date-badge: খুলনা ঃ সোমবার ৯ মার্চ ২০২৬ xyxy=(1179,11,1474,46)
article-paragraph: এরপর উপজেলা পরিষদ মিলনায়তনে আলোচনা সভা অনুষ্ঠিত হয়। সভায় সভাপতিত্ব করেন উপজেলা নির্বাহী অফিসার। আলোচনা সভায় নারী উদ্যোক্তাদের সাফল্যের কথা তুলে ধরা হয় এবং নারী নির্যাতন প্রতিরোধে সামাজিক সচেতনতা বৃদ্ধির আহ্বান জানানো হয়। xyxy=(211,432,391,499)
ad-title-line2: রোগীদের জন্য সংবাদ xyxy=(1311,1895,1437,1913)
headline-mongla-line2: নারী মৎস্যজীবীদের xyxy=(894,722,1002,739)
article-byline: স্পোর্টস রিপোর্টার: xyxy=(643,133,705,144)
section-headline-each-own: প্রত্যেকেকে নিজ নিজ xyxy=(404,516,630,540)
article-paragraph: বক্তারা ইসলামী শাসনব্যবস্থা প্রতিষ্ঠার মাধ্যমে দেশে শান্তি ও সমৃদ্ধি ফিরিয়ে আনার প্রত্যয় ব্যক্ত করেন। সম্মেলনে উপজেলার বিভিন্ন ইউনিয়ন থেকে আগত কর্মীরা অংশগ্রহণ করেন। xyxy=(1027,329,1253,362)
ad-address-line: সাবেক জামাতখানা, খুলনা। xyxy=(1327,2095,1421,2106)
article-paragraph: র‌্যালি শেষে উপজেলা পরিষদ সভাকক্ষে আলোচনা সভা অনুষ্ঠিত হয়। সভায় সভাপতিত্ব করেন উপজেলা নির্বাহী অফিসার। প্রধান অতিথি হিসেবে উপস্থিত ছিলেন উপজেলা পরিষদের চেয়ারম্যান। xyxy=(882,281,1014,349)
dateline: ॥ লোহাগড়া ॥ xyxy=(276,553,326,564)
headline-fortis-line2: মোহামেডানকে xyxy=(1086,702,1194,723)
headline-mongla-line3: মানববন্ধন xyxy=(919,742,976,759)
article-paragraph: গতকাল রোববার ৮/১১ নং ওয়ার্ডে পথের বাজারে বিভিন্ন নিত্যপণ্যের দাম বেড়েছে বলে অভিযোগ করেছেন ক্রেতারা। বাজার মনিটরিং জোরদারের দাবি জানিয়েছেন সাধারণ ক্রেতারা। xyxy=(404,1051,630,1084)
article-paragraph: ফুলতলা (খুলনা) থেকে নিজস্ব সংবাদদাতা জানান, ফুলতলা উপজেলা প্রশাসন ও মহিলা বিষয়ক অধিদপ্তরের যৌথ আয়োজনে আন্তর্জাতিক নারী দিবস ২০২৬ পালিত হয়েছে। সকালে উপজেলা চত্বর থেকে একটি র‌্যালি বের হয়ে বিভিন্ন সড়ক প্রদক্ষিণ শেষে আলোচনা সভায় মিলিত হয়। xyxy=(18,861,198,929)
article-paragraph: সুন্দরবন উপকূলীয় নারী মৎস্যজীবীদের সরকারী নিবন্ধন, জেলে হিসেবে রেশনে কার্ড প্রাপ্তি ও স্বাস্থ্যসেবা ও সামাজিক সুরক্ষা নিশ্চিত সহ ১৩ দফা দাবিতে মোংলায় মানববন্ধন করেছে নারী মৎস্যজীবিরা। xyxy=(882,786,1014,854)
ad-reference-code: আর-২৪৮ xyxy=(1273,2145,1308,2156)
article-paragraph: ক্ষতিগ্রস্ত ব্যবসায়ীরা সরকারের কাছে পুনর্বাসনের দাবি জানিয়েছেন। এমপি আশ্বস্ত করে বলেন, ক্ষতিগ্রস্ত প্রত্যেক ব্যবসায়ীকে সরকারি সহায়তার আওতায় আনা হবে এবং বন্দরের অগ্নিনিরাপত্তা ব্যবস্থা জোরদার করা হবে। xyxy=(643,477,869,522)
article-paragraph: আন্তর্জাতিক নারী দিবস উপলক্ষে কেশবপুরে বর্ণাঢ্য র‌্যালি ও আলোচনা সভা অনুষ্ঠিত হয়েছে। উপজেলা প্রশাসন ও মহিলা বিষয়ক অধিদপ্তরের আয়োজনে সকাল ১০টায় উপজেলা পরিষদ চত্বর থেকে র‌্যালিটি বের হয়ে প্রধান সড়ক প্রদক্ষিণ করে। xyxy=(882,200,1014,278)
article-paragraph: শরণখোলা (বাগেরহাট) থেকে আমাদের প্রতিনিধি জানান, আন্তর্জাতিক নারী দিবস পালন করা হয়েছে। গতকাল ৮ মার্চ রোববার সকাল ১০টায় উপজেলা প্রশাসনের আয়োজনে একটি বর্ণাঢ্য র‌্যালি বের করা হয়। র‌্যালিটি উপজেলার গুরুত্বপূর্ণ সড়ক প্রদক্ষিণ শেষে পুনরায় উপজেলা চত্বরে এসে শেষ হয়। xyxy=(211,361,391,428)
ad-contact-block xyxy=(1268,2026,1480,2079)
section-headline-auction: নিলাম প্রক্রিয়া বিলম্ব হওয়ায় xyxy=(404,366,630,391)
ad-reference-code-2: আর-২৪৯ xyxy=(1266,2450,1301,2461)
column-grid xyxy=(12,133,1488,2461)
dateline: ॥ মোল্লাহাট ॥ xyxy=(84,392,132,402)
article-paragraph: ভারতের বিপক্ষে সিরিজ শেষে মঙ্গলবার ভারত ছাড়ছে ওয়েস্ট ইন্ডিজ ও দক্ষিণ আফ্রিকা ক্রিকেট দল। তিন ম্যাচের টি-টোয়েন্টি সিরিজ খেলে দুই দলই নিজ নিজ গন্তব্যে রওনা হবে। xyxy=(643,147,869,180)
article-byline: নিজস্ব সংবাদদাতা, তেরখাদাঃ xyxy=(1027,133,1126,144)
article-paragraph: অনুষ্ঠানে বক্তারা বলেন, নারীর অগ্রযাত্রা থামিয়ে রাখা যাবে না। শিক্ষা, স্বাস্থ্য, কর্মসংস্থান ও নিরাপত্তা নিশ্চিত করে নারীকে সমাজের মূল স্রোতধারায় যুক্ত করতে হবে। এ সময় উপস্থিত ছিলেন বিভিন্ন দপ্তরের কর্মকর্তা, জনপ্রতিনিধি ও সুশীল সমাজের প্রতিনিধিবৃন্দ। xyxy=(18,636,198,692)
sports1-headline-cell xyxy=(406,57,647,92)
